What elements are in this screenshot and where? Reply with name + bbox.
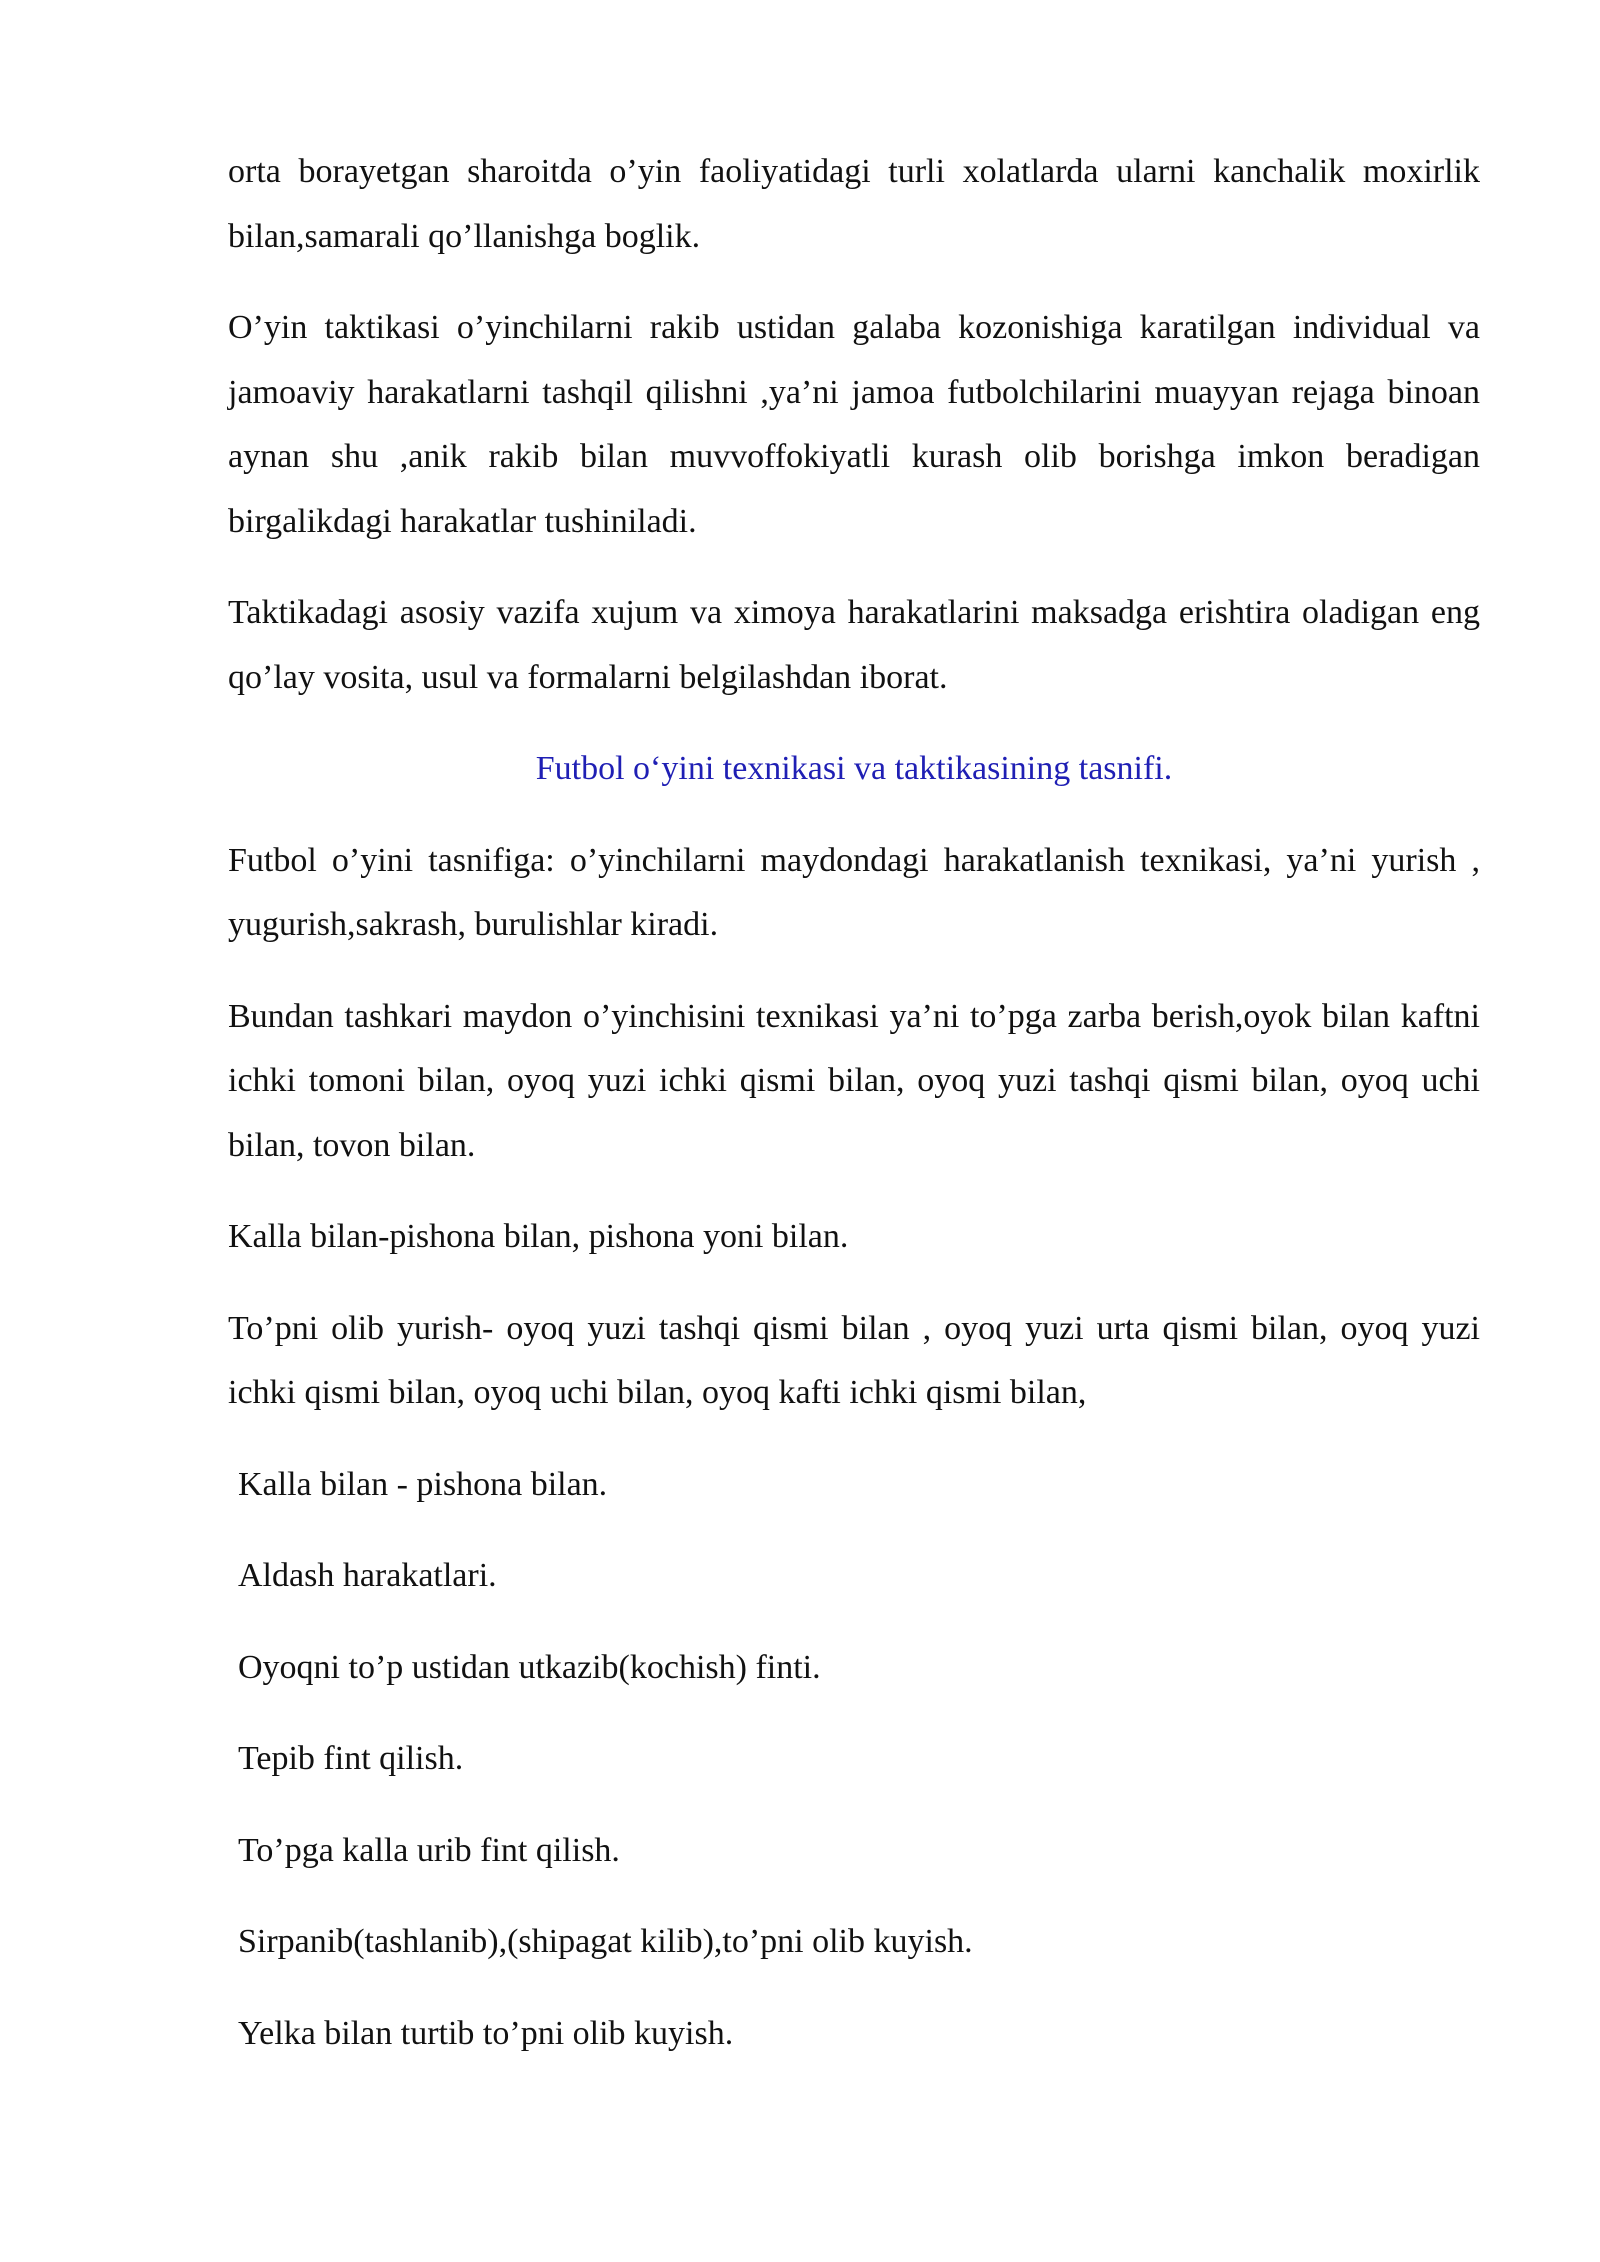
list-item: To’pga kalla urib fint qilish. [238, 1831, 620, 1869]
document-body [228, 140, 1480, 2093]
paragraph: Futbol o’yini tasnifiga: o’yinchilarni maydondagi harakatlanish texnikasi, ya’ni yurish , yugurish,sakrash, burulishlar kiradi. [228, 841, 1480, 943]
paragraph: Bundan tashkari maydon o’yinchisini texnikasi ya’ni to’pga zarba berish,oyok bilan kaftni ichki tomoni bilan, oyoq yuzi ichki qismi bilan, oyoq yuzi tashqi qismi bilan, oyoq uchi bilan, tovon bilan. [228, 997, 1480, 1164]
paragraph: O’yin taktikasi o’yinchilarni rakib ustidan galaba kozonishiga karatilgan individual va jamoaviy harakatlarni tashqil qilishni ,ya’ni jamoa futbolchilarini muayyan rejaga binoan aynan shu ,anik rakib bilan muvvoffokiyatli kurash olib borishga imkon beradigan birgalikdagi harakatlar tushiniladi. [228, 309, 1480, 540]
paragraph: Taktikadagi asosiy vazifa xujum va ximoya harakatlarini maksadga erishtira oladigan eng qo’lay vosita, usul va formalarni belgilashdan iborat. [228, 594, 1480, 696]
list-item: Aldash harakatlari. [238, 1557, 497, 1594]
paragraph: To’pni olib yurish- oyoq yuzi tashqi qismi bilan , oyoq yuzi urta qismi bilan, oyoq yuzi ichki qismi bilan, oyoq uchi bilan, oyoq kafti ichki qismi bilan, [228, 1309, 1480, 1411]
paragraph: orta borayetgan sharoitda o’yin faoliyatidagi turli xolatlarda ularni kanchalik moxirlik bilan,samarali qo’llanishga boglik. [228, 153, 1480, 255]
list-item: Oyoqni to’p ustidan utkazib(kochish) finti. [238, 1648, 821, 1686]
section-heading: Futbol o‘yini texnikasi va taktikasining tasnifi. [535, 750, 1173, 787]
list-item: Kalla bilan - pishona bilan. [238, 1465, 608, 1503]
list-item: Tepib fint qilish. [238, 1740, 464, 1777]
paragraph: Kalla bilan-pishona bilan, pishona yoni bilan. [228, 1218, 849, 1255]
list-item: Sirpanib(tashlanib),(shipagat kilib),to’pni olib kuyish. [238, 1923, 973, 1960]
list-item: Yelka bilan turtib to’pni olib kuyish. [238, 2014, 734, 2052]
